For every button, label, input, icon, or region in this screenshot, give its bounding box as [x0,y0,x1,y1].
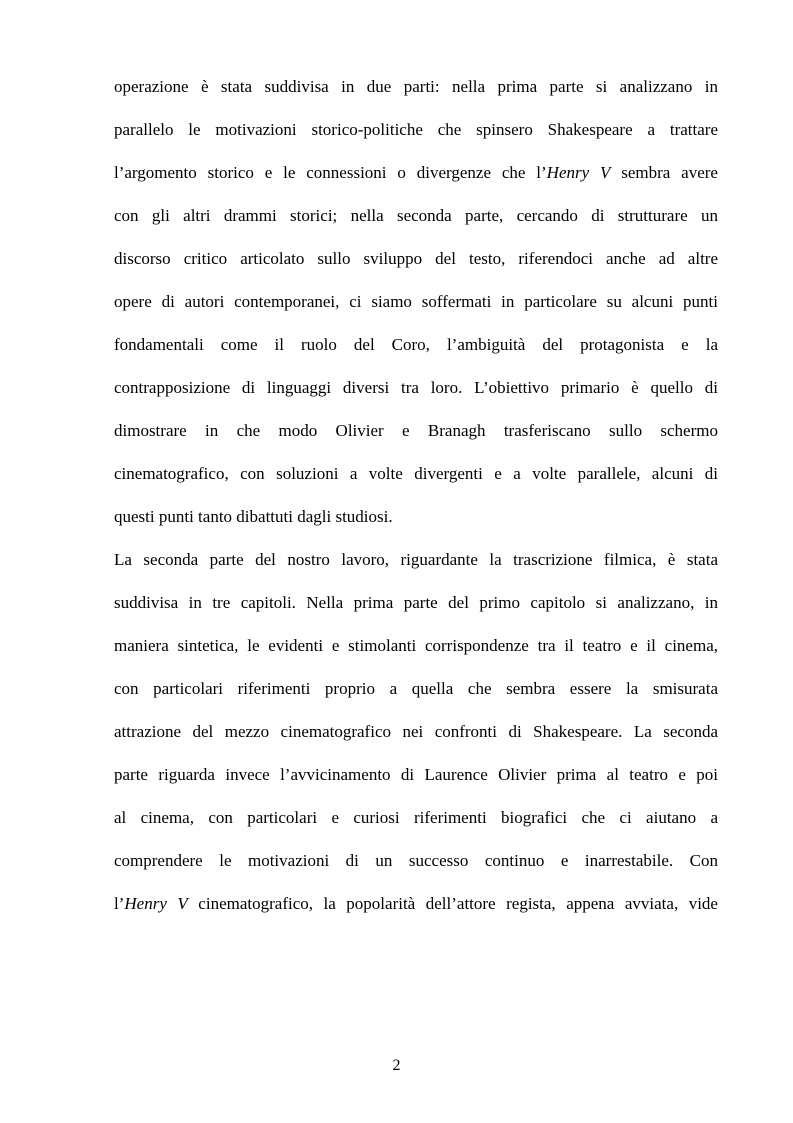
text-line: l’argomento storico e le connessioni o divergenze che l’Henry V sembra avere [114,163,718,182]
text-line: maniera sintetica, le evidenti e stimolanti corrispondenze tra il teatro e il cinema, [114,636,718,655]
page-number: 2 [392,1057,401,1074]
text-line: l’Henry V cinematografico, la popolarità dell’attore regista, appena avviata, vide [114,894,718,913]
text-line: parallelo le motivazioni storico-politiche che spinsero Shakespeare a trattare [114,120,718,139]
text-line: parte riguarda invece l’avvicinamento di Laurence Olivier prima al teatro e poi [114,765,718,784]
italic-title: Henry V [546,163,611,182]
text-line: discorso critico articolato sullo sviluppo del testo, riferendoci anche ad altre [114,249,718,268]
text-line: dimostrare in che modo Olivier e Branagh trasferiscano sullo schermo [114,421,718,440]
text-line: cinematografico, con soluzioni a volte divergenti e a volte parallele, alcuni di [114,464,718,483]
text-line: al cinema, con particolari e curiosi riferimenti biografici che ci aiutano a [114,808,718,827]
text-line: operazione è stata suddivisa in due parti: nella prima parte si analizzano in [114,77,718,96]
text-line: opere di autori contemporanei, ci siamo soffermati in particolare su alcuni punti [114,292,718,311]
body-text [114,71,718,931]
text-line: comprendere le motivazioni di un successo continuo e inarrestabile. Con [114,851,718,870]
text-line: con particolari riferimenti proprio a quella che sembra essere la smisurata [114,679,718,698]
text-line: attrazione del mezzo cinematografico nei confronti di Shakespeare. La seconda [114,722,718,741]
text-line: suddivisa in tre capitoli. Nella prima parte del primo capitolo si analizzano, in [114,593,718,612]
text-line: fondamentali come il ruolo del Coro, l’ambiguità del protagonista e la [114,335,718,354]
text-line: contrapposizione di linguaggi diversi tra loro. L’obiettivo primario è quello di [114,378,718,397]
text-line: questi punti tanto dibattuti dagli studiosi. [114,507,393,526]
italic-title: Henry V [124,894,188,913]
text-line: La seconda parte del nostro lavoro, riguardante la trascrizione filmica, è stata [114,550,718,569]
text-line: con gli altri drammi storici; nella seconda parte, cercando di strutturare un [114,206,718,225]
